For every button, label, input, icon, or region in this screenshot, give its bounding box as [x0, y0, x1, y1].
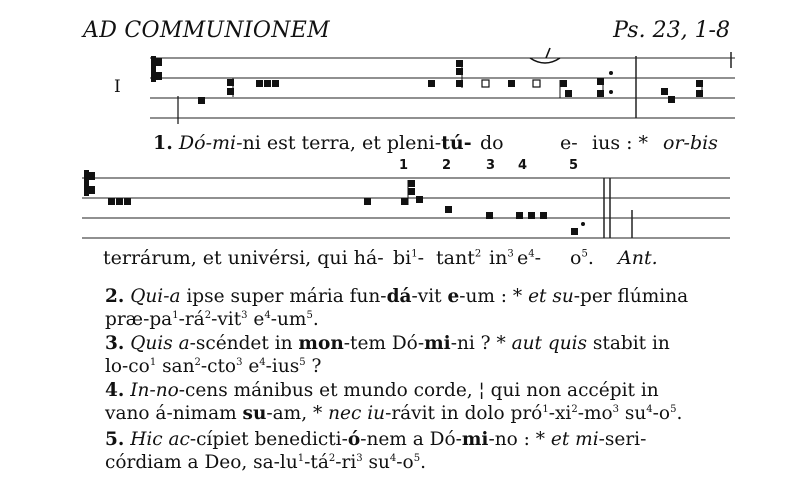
- lyric-e4: $e^4-$: [517, 247, 542, 269]
- lyric-e: e-: [560, 132, 578, 154]
- staff-1: [150, 52, 735, 118]
- mark-2: 2: [442, 158, 452, 173]
- lyric-line-1: 1. Dó-mi-ni est terra, et pleni-tú-: [153, 132, 472, 154]
- mark-4: 4: [518, 158, 528, 173]
- verse-5: 5. Hic ac-cípiet benedicti-ó-nem a Dó-mi-no : * et mi-seri- córdiam a Deo, $sa-lu^1-tá^2-ri^3$ $su^4-o^5$.: [105, 429, 647, 473]
- lyric-o5: $o^5$.: [570, 247, 594, 269]
- lyric-bi: $bi^1-$: [393, 247, 425, 269]
- verse-4: 4. In-no-cens mánibus et mundo corde, ¦ qui non accépit in vano á-nimam su-am, * nec iu-rávit in dolo $pró^1-xi^2-mo^3$ $su^4-o^5$.: [105, 380, 683, 424]
- antiphon-mark: Ant.: [618, 247, 658, 269]
- verse-2: 2. Qui-a ipse super mária fun-dá-vit e-um : * et su-per flúmina præ-$pa^1-rá^2-vit^3$ $e^4-um^5$.: [105, 286, 689, 330]
- neumes-2: [108, 180, 585, 235]
- mode-number: I: [114, 77, 121, 97]
- clef-2: [84, 170, 95, 196]
- verse-3: 3. Quis a-scéndet in mon-tem Dó-mi-ni ? * aut quis stabit in $lo-co^1$ san$^2$-cto$^3$ $e^4-ius^5$ ?: [105, 333, 670, 377]
- section-title: AD COMMUNIONEM: [83, 18, 330, 43]
- psalm-reference: Ps. 23, 1-8: [613, 18, 730, 43]
- lyric-tant: tant$^2$: [436, 247, 482, 269]
- mark-5: 5: [569, 158, 579, 173]
- lyric-in: $in^3$: [489, 247, 514, 269]
- staff-2: [82, 178, 730, 238]
- mark-1: 1: [399, 158, 409, 173]
- mark-3: 3: [486, 158, 496, 173]
- lyric-line-2: terrárum, et univérsi, qui há-: [103, 247, 384, 269]
- neumes-1: [178, 48, 703, 124]
- lyric-do: do: [480, 132, 504, 154]
- clef-1: [151, 56, 162, 82]
- lyric-ius: ius : *: [592, 132, 649, 154]
- lyric-orbis: or-bis: [663, 132, 718, 154]
